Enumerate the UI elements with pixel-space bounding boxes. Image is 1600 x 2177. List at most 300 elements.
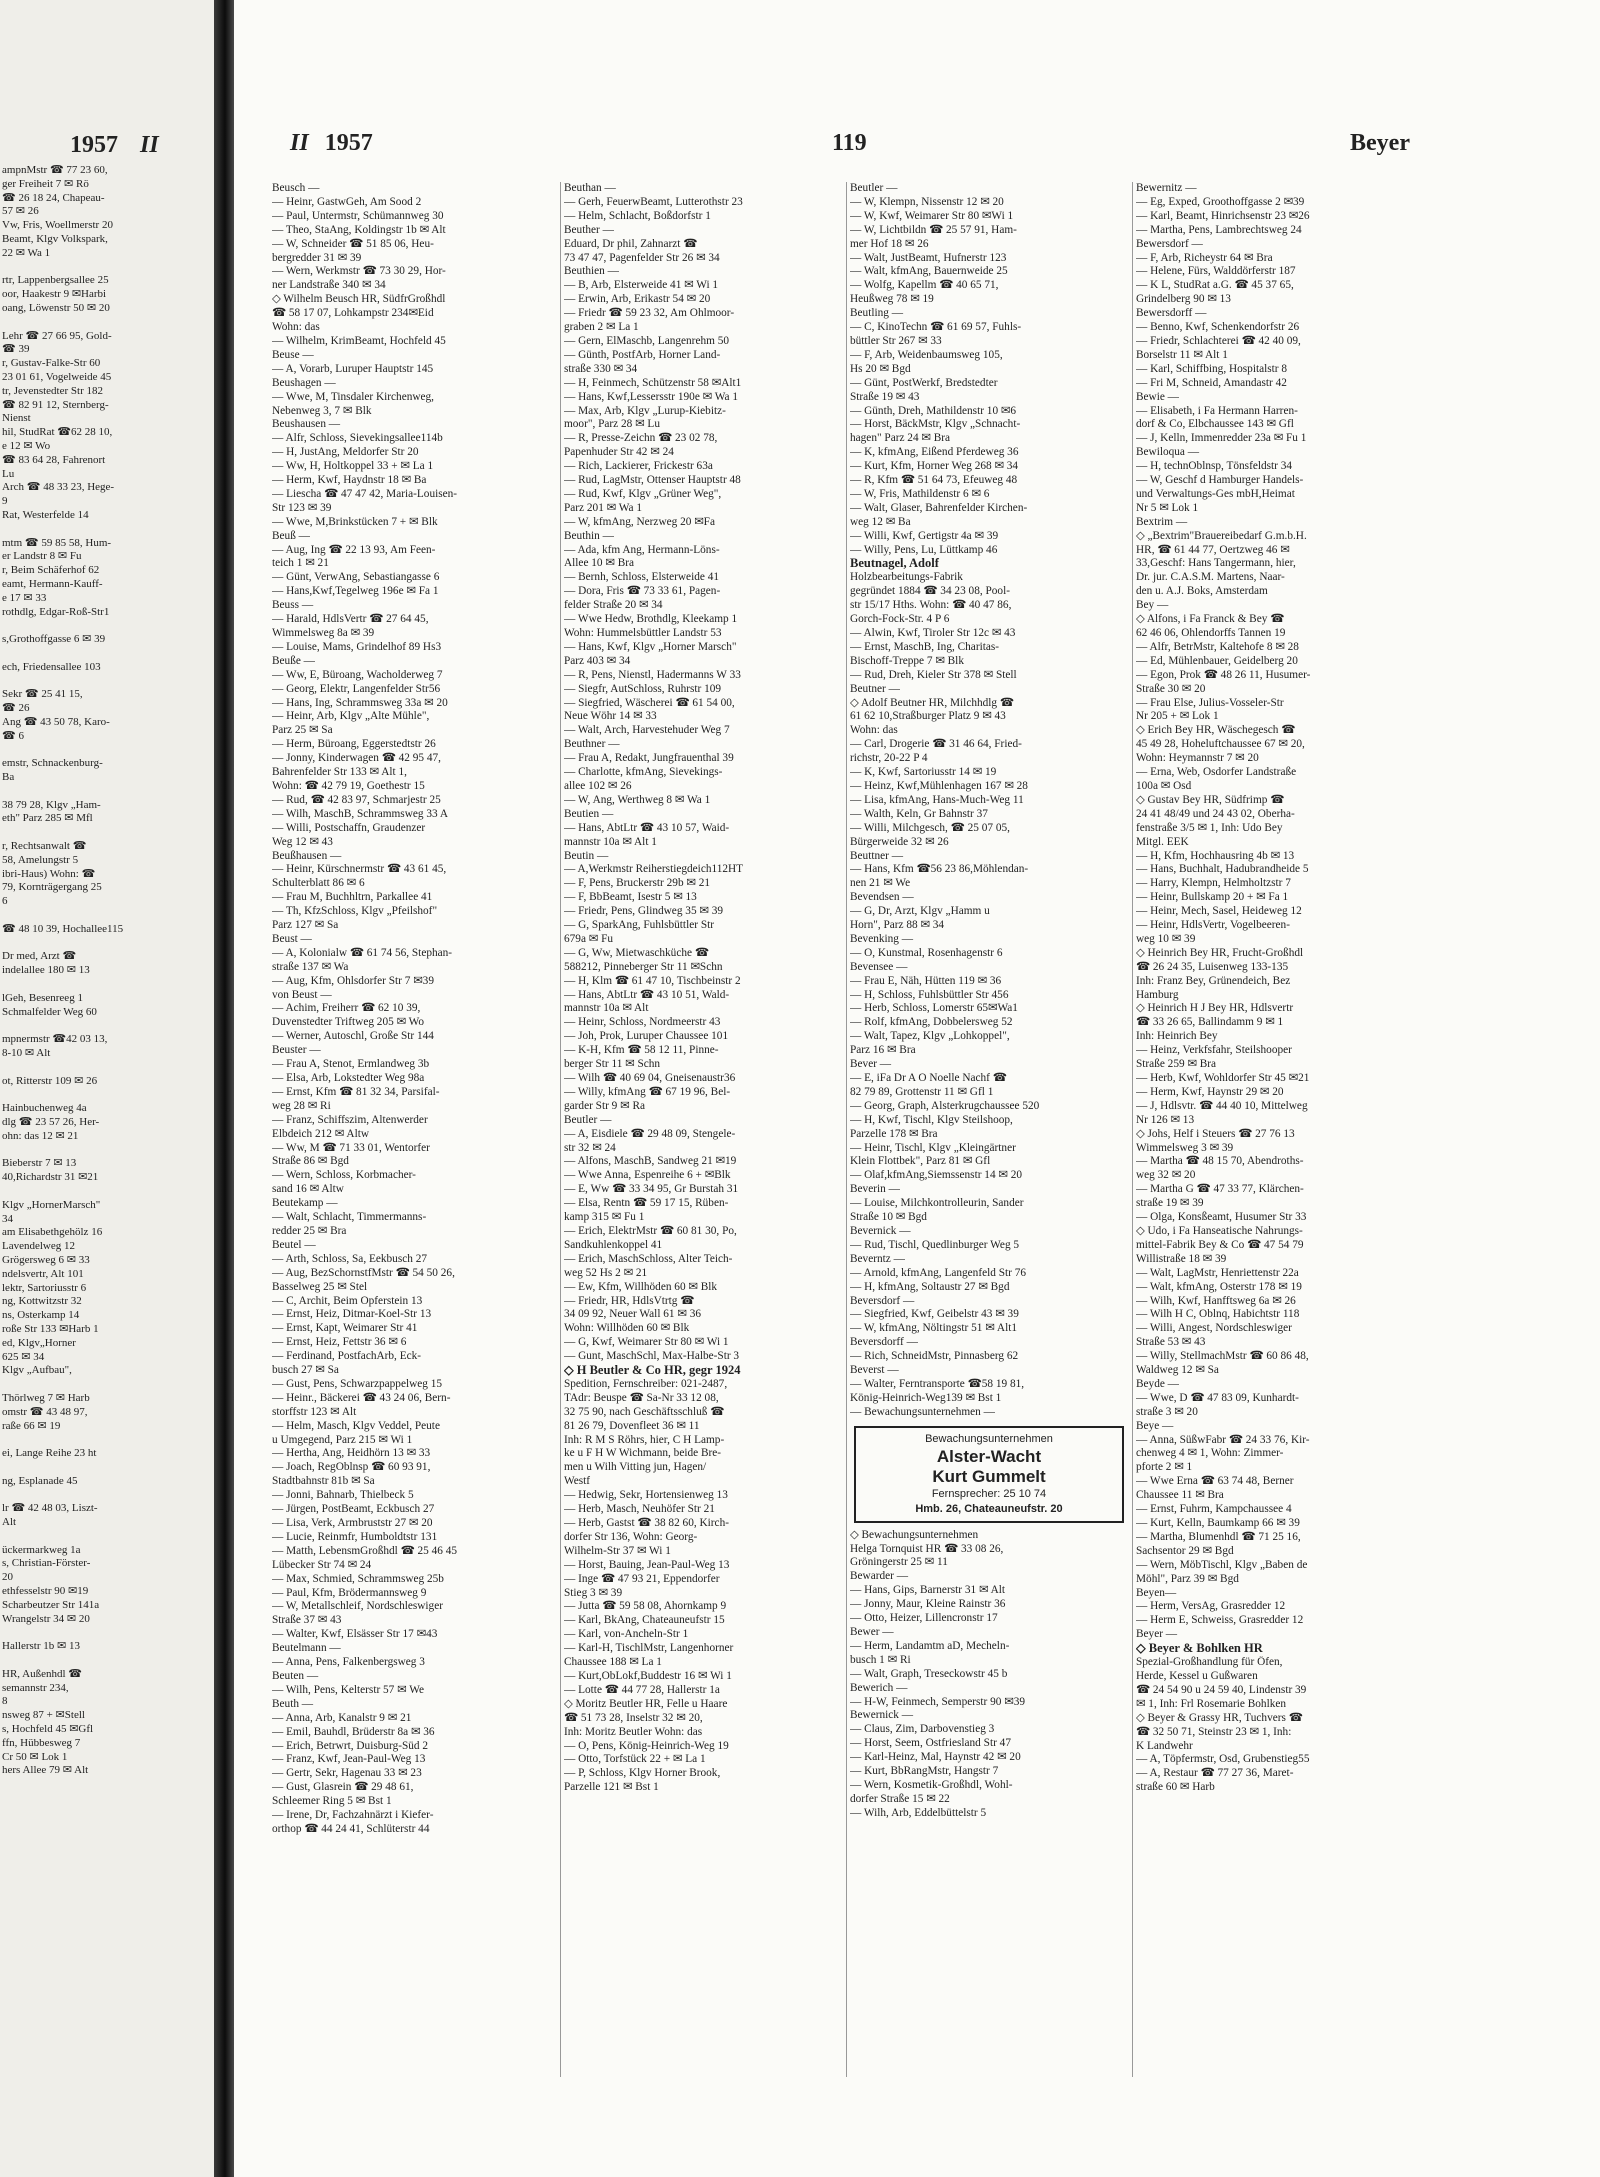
directory-entry: — Heinr, Kürschnermstr ☎ 43 61 45, — [272, 863, 447, 876]
surname-heading: Beutner — — [850, 682, 900, 695]
right-page — [234, 0, 1600, 2177]
directory-line: ech, Friedensallee 103 — [2, 660, 101, 673]
left-running-head — [70, 132, 159, 159]
directory-line: 57 ✉ 26 — [2, 205, 39, 218]
directory-line: 38 79 28, Klgv „Ham- — [2, 798, 101, 811]
directory-entry: — Hans, Kwf,Lessersstr 190e ✉ Wa 1 — [564, 390, 739, 403]
directory-line: s, Christian-Förster- — [2, 1557, 91, 1570]
directory-entry: — Georg, Graph, Alsterkrugchaussee 520 — [850, 1099, 1040, 1112]
directory-entry: Dr. jur. C.A.S.M. Martens, Naar- — [1136, 571, 1285, 584]
directory-line: roße Str 133 ✉Harb 1 — [2, 1322, 99, 1335]
directory-entry: — Egon, Prok ☎ 48 26 11, Husumer- — [1136, 668, 1311, 681]
directory-entry: — Rud, Tischl, Quedlinburger Weg 5 — [850, 1238, 1020, 1251]
directory-entry: — Martha ☎ 48 15 70, Abendroths- — [1136, 1155, 1304, 1168]
directory-entry: — Olaf,kfmAng,Siemssenstr 14 ✉ 20 — [850, 1169, 1023, 1182]
directory-line: Beamt, Klgv Volkspark, — [2, 232, 108, 245]
directory-line: tr, Jevenstedter Str 182 — [2, 384, 103, 397]
directory-entry: — G, Dr, Arzt, Klgv „Hamm u — [850, 905, 990, 918]
directory-line — [2, 978, 210, 992]
directory-entry: — Ernst, Fuhrm, Kampchaussee 4 — [1136, 1503, 1292, 1516]
directory-line: r, Gustav-Falke-Str 60 — [2, 357, 101, 370]
directory-entry: — Harry, Klempn, Helmholtzstr 7 — [1136, 877, 1291, 890]
directory-entry: — Rud, LagMstr, Ottenser Hauptstr 48 — [564, 474, 741, 487]
directory-line: ampnMstr ☎ 77 23 60, — [2, 164, 108, 176]
directory-entry: Wilhelm-Str 37 ✉ Wi 1 — [564, 1544, 671, 1557]
directory-line — [2, 785, 210, 799]
surname-heading: Beust — — [272, 932, 312, 945]
directory-entry: — Kurt, BbRangMstr, Hangstr 7 — [850, 1765, 999, 1778]
directory-entry: — Herm, Büroang, Eggerstedtstr 26 — [272, 738, 436, 751]
directory-entry: K Landwehr — [1136, 1739, 1193, 1752]
directory-entry: — Erich, ElektrMstr ☎ 60 81 30, Po, — [564, 1224, 737, 1237]
directory-entry: — Walt, kfmAng, Bauernweide 25 — [850, 265, 1008, 278]
directory-entry: straße 19 ✉ 39 — [1136, 1197, 1204, 1210]
directory-entry: berger Str 11 ✉ Schn — [564, 1058, 661, 1071]
surname-heading: Beverst — — [850, 1364, 899, 1377]
directory-entry: — Jonny, Kinderwagen ☎ 42 95 47, — [272, 752, 441, 765]
directory-entry: — Hans, Gips, Barnerstr 31 ✉ Alt — [850, 1584, 1006, 1597]
ad-name-line2: Kurt Gummelt — [932, 1466, 1046, 1486]
directory-entry: 61 62 10,Straßburger Platz 9 ✉ 43 — [850, 710, 1006, 723]
directory-entry: — Hans,Kwf,Tegelweg 196e ✉ Fa 1 — [272, 585, 439, 598]
directory-line: ndelsvertr, Alt 101 — [2, 1267, 84, 1280]
directory-entry: — W, kfmAng, Nöltingstr 51 ✉ Alt1 — [850, 1322, 1018, 1335]
directory-entry: — F, Arb, Richeystr 64 ✉ Bra — [1136, 251, 1273, 264]
directory-entry: — Willy, kfmAng ☎ 67 19 96, Bel- — [564, 1085, 731, 1098]
directory-entry: — Ernst, Kfm ☎ 81 32 34, Parsifal- — [272, 1085, 440, 1098]
directory-entry: — Friedr, Pens, Glindweg 35 ✉ 39 — [564, 905, 724, 918]
directory-entry: — Arnold, kfmAng, Langenfeld Str 76 — [850, 1266, 1027, 1279]
directory-line: mtm ☎ 59 85 58, Hum- — [2, 536, 112, 549]
directory-entry: — Louise, Mams, Grindelhof 89 Hs3 — [272, 640, 442, 653]
directory-entry: — Horst, BäckMstr, Klgv „Schnacht- — [850, 418, 1021, 431]
directory-entry: — Herm E, Schweiss, Grasredder 12 — [1136, 1614, 1304, 1627]
directory-entry: — Rolf, kfmAng, Dobbelersweg 52 — [850, 1016, 1013, 1029]
directory-entry: — Hans, Buchhalt, Hadubrandheide 5 — [1136, 863, 1309, 876]
directory-entry: — Heinz, Verkfsfahr, Steilshooper — [1136, 1044, 1292, 1057]
directory-line: 58, Amelungstr 5 — [2, 853, 79, 866]
directory-entry: — Anna, Arb, Kanalstr 9 ✉ 21 — [272, 1711, 412, 1724]
directory-entry: — Günt, VerwAng, Sebastiangasse 6 — [272, 571, 440, 584]
directory-entry: ◇ Erich Bey HR, Wäschegesch ☎ — [1136, 724, 1296, 737]
directory-entry: Gorch-Fock-Str. 4 P 6 — [850, 613, 950, 626]
surname-heading: Beutling — — [850, 307, 904, 320]
directory-entry: — Erich, Betrwrt, Duisburg-Süd 2 — [272, 1739, 429, 1752]
directory-entry: Parz 403 ✉ 34 — [564, 654, 631, 667]
directory-entry: Lübecker Str 74 ✉ 24 — [272, 1558, 372, 1571]
directory-entry: pforte 2 ✉ 1 — [1136, 1461, 1193, 1474]
directory-line: Vw, Fris, Woellmerstr 20 — [2, 219, 113, 232]
directory-entry: — Dora, Fris ☎ 73 33 61, Pagen- — [564, 585, 721, 598]
directory-entry: — Louise, Milchkontrolleurin, Sander — [850, 1197, 1024, 1210]
directory-entry: storffstr 123 ✉ Alt — [272, 1405, 357, 1418]
directory-entry: busch 1 ✉ Ri — [850, 1653, 911, 1666]
directory-entry: — Hertha, Ang, Heidhörn 13 ✉ 33 — [272, 1447, 431, 1460]
directory-entry: — W, Schneider ☎ 51 85 06, Heu- — [272, 237, 434, 250]
surname-heading: Beversdorf — — [850, 1294, 915, 1307]
left-year: 1957 — [70, 132, 118, 158]
directory-entry: — W, kfmAng, Nerzweg 20 ✉Fa — [564, 515, 715, 528]
directory-entry: — Heinz, Kwf,Mühlenhagen 167 ✉ 28 — [850, 779, 1028, 792]
directory-line: 20 — [2, 1571, 13, 1584]
directory-entry: — Heinr, Tischl, Klgv „Kleingärtner — [850, 1141, 1016, 1154]
directory-entry: 100a ✉ Osd — [1136, 779, 1192, 792]
directory-entry: Klein Flottbek", Parz 81 ✉ Gfl — [850, 1155, 991, 1168]
surname-heading: Beuster — — [272, 1044, 321, 1057]
directory-entry: Schulterblatt 86 ✉ 6 — [272, 877, 365, 890]
directory-entry: — F, BbBeamt, Isestr 5 ✉ 13 — [564, 891, 697, 904]
directory-entry: — H, JustAng, Meldorfer Str 20 — [272, 446, 419, 459]
directory-line: s,Grothoffgasse 6 ✉ 39 — [2, 633, 106, 646]
directory-entry: Parzelle 121 ✉ Bst 1 — [564, 1781, 659, 1794]
directory-entry: dorfer Str 136, Wohn: Georg- — [564, 1530, 698, 1543]
surname-heading: Bewernitz — — [1136, 182, 1197, 194]
directory-entry: ☎ 58 17 07, Lohkampstr 234✉Eid — [272, 307, 434, 320]
directory-entry: büttler Str 267 ✉ 33 — [850, 334, 942, 347]
directory-entry: — Karl, BkAng, Chateauneufstr 15 — [564, 1614, 725, 1627]
column-rule — [560, 182, 561, 2077]
directory-entry: — Franz, Schiffszim, Altenwerder — [272, 1113, 428, 1126]
directory-entry: — Eg, Exped, Groothoffgasse 2 ✉39 — [1136, 195, 1305, 208]
directory-line — [2, 261, 210, 275]
directory-entry: straße 137 ✉ Wa — [272, 960, 349, 973]
directory-line: eamt, Hermann-Kauff- — [2, 577, 103, 590]
directory-entry: — Liescha ☎ 47 47 42, Maria-Louisen- — [272, 487, 458, 500]
directory-entry: straße 3 ✉ 20 — [1136, 1405, 1198, 1418]
directory-entry: — Lisa, kfmAng, Hans-Much-Weg 11 — [850, 793, 1024, 806]
directory-entry: 33,Geschf: Hans Tangermann, hier, — [1136, 557, 1296, 570]
directory-entry: Straße 53 ✉ 43 — [1136, 1336, 1206, 1349]
directory-line: lGeh, Besenreeg 1 — [2, 991, 83, 1004]
directory-entry: — Gern, ElMaschb, Langenrehm 50 — [564, 334, 730, 347]
directory-entry: — Walt, Graph, Treseckowstr 45 b — [850, 1667, 1008, 1680]
directory-entry: — Wwe, M,Brinkstücken 7 + ✉ Blk — [272, 515, 438, 528]
directory-line — [2, 619, 210, 633]
directory-entry: — Claus, Zim, Darbovenstieg 3 — [850, 1723, 995, 1736]
directory-entry: Schleemer Ring 5 ✉ Bst 1 — [272, 1795, 392, 1808]
directory-entry: — Horst, Bauing, Jean-Paul-Weg 13 — [564, 1558, 730, 1571]
directory-entry: ☎ 51 73 28, Inselstr 32 ✉ 20, — [564, 1711, 703, 1724]
directory-entry: — Heinr, Bullskamp 20 + ✉ Fa 1 — [1136, 891, 1289, 904]
directory-line: ed, Klgv„Horner — [2, 1336, 76, 1349]
directory-entry: ◇ Udo, i Fa Hanseatische Nahrungs- — [1136, 1224, 1303, 1237]
directory-entry: — H, Klm ☎ 61 47 10, Tischbeinstr 2 — [564, 974, 741, 987]
directory-entry: ☎ 33 26 65, Ballindamm 9 ✉ 1 — [1136, 1016, 1284, 1029]
surname-heading: Beverin — — [850, 1183, 900, 1196]
directory-line: ns, Osterkamp 14 — [2, 1309, 80, 1322]
surname-heading: Beuthan — — [564, 182, 616, 194]
directory-entry: — Paul, Untermstr, Schümannweg 30 — [272, 209, 444, 222]
directory-line: ng, Esplanade 45 — [2, 1474, 78, 1487]
directory-entry: — Karl, Schiffbing, Hospitalstr 8 — [1136, 362, 1288, 375]
directory-entry: — Carl, Drogerie ☎ 31 46 64, Fried- — [850, 738, 1022, 751]
directory-entry: Parz 16 ✉ Bra — [850, 1044, 916, 1057]
directory-entry: Herde, Kessel u Gußwaren — [1136, 1669, 1258, 1682]
directory-line: indelallee 180 ✉ 13 — [2, 964, 90, 977]
directory-entry: weg 10 ✉ 39 — [1136, 932, 1196, 945]
directory-entry: — Wilh ☎ 40 69 04, Gneisenaustr36 — [564, 1072, 736, 1084]
directory-entry: — Helm, Schlacht, Boßdorfstr 1 — [564, 209, 711, 222]
directory-entry: — A, Restaur ☎ 77 27 36, Maret- — [1136, 1767, 1294, 1780]
directory-entry: — Bewachungsunternehmen — — [850, 1405, 995, 1418]
directory-entry: ✉ 1, Inh: Frl Rosemarie Bohlken — [1136, 1697, 1287, 1710]
directory-entry: richstr, 20-22 P 4 — [850, 752, 928, 765]
directory-entry: — C, KinoTechn ☎ 61 69 57, Fuhls- — [850, 321, 1022, 334]
directory-entry: 73 47 47, Pagenfelder Str 26 ✉ 34 — [564, 251, 720, 264]
directory-entry: — Ww, E, Büroang, Wacholderweg 7 — [272, 668, 443, 681]
directory-entry: Inh: R M S Röhrs, hier, C H Lamp- — [564, 1433, 725, 1446]
directory-entry: den u. A.J. Boks, Amsterdam — [1136, 585, 1268, 598]
directory-line: emstr, Schnackenburg- — [2, 757, 103, 770]
directory-entry: Wimmelsweg 8a ✉ 39 — [272, 627, 375, 639]
directory-line: ohn: das 12 ✉ 21 — [2, 1129, 79, 1142]
directory-entry: — Emil, Bauhdl, Brüderstr 8a ✉ 36 — [272, 1725, 435, 1738]
directory-entry: — Herb, Gastst ☎ 38 82 60, Kirch- — [564, 1517, 729, 1529]
directory-entry: — Irene, Dr, Fachzahnärzt i Kiefer- — [272, 1809, 434, 1822]
directory-entry: — Joach, RegOblnsp ☎ 60 93 91, — [272, 1461, 431, 1474]
directory-entry: — Heinr., Bäckerei ☎ 43 24 06, Bern- — [272, 1391, 451, 1404]
directory-entry: — Frau Else, Julius-Vosseler-Str — [1136, 696, 1284, 709]
directory-line: oang, Löwenstr 50 ✉ 20 — [2, 301, 110, 314]
surname-heading: Beuten — — [272, 1669, 319, 1682]
directory-entry: — Martha, Blumenhdl ☎ 71 25 16, — [1136, 1530, 1301, 1543]
page-number: 119 — [832, 130, 867, 156]
surname-heading: Beuther — — [564, 223, 614, 236]
surname-heading: Beusch — — [272, 182, 320, 194]
surname-heading: Bevenking — — [850, 932, 914, 945]
directory-entry: — H-W, Feinmech, Semperstr 90 ✉39 — [850, 1695, 1026, 1708]
directory-line: eth" Parz 285 ✉ Mfl — [2, 812, 93, 825]
directory-entry: ◇ Adolf Beutner HR, Milchhdlg ☎ — [850, 696, 1014, 709]
directory-entry: — Herm, Landamtm aD, Mecheln- — [850, 1639, 1010, 1652]
directory-entry: u Umgegend, Parz 215 ✉ Wi 1 — [272, 1433, 413, 1446]
directory-entry: — W, Lichtbildn ☎ 25 57 91, Ham- — [850, 223, 1017, 236]
surname-heading: Beyer — — [1136, 1628, 1178, 1641]
directory-entry: — R, Presse-Zeichn ☎ 23 02 78, — [564, 432, 718, 445]
directory-line: Ba — [2, 771, 15, 784]
directory-entry: — Otto, Heizer, Lillencronstr 17 — [850, 1612, 998, 1625]
directory-entry: Waldweg 12 ✉ Sa — [1136, 1364, 1219, 1377]
directory-line: dlg ☎ 23 57 26, Her- — [2, 1115, 100, 1128]
directory-line: ffn, Hübbesweg 7 — [2, 1736, 81, 1749]
directory-line: am Elisabethgehölz 16 — [2, 1226, 103, 1239]
surname-heading: Beuttner — — [850, 849, 904, 862]
directory-line — [2, 1088, 210, 1102]
directory-line: mpnermstr ☎42 03 13, — [2, 1033, 108, 1046]
directory-entry: — Aug, Ing ☎ 22 13 93, Am Feen- — [272, 543, 436, 556]
directory-entry: Nr 5 ✉ Lok 1 — [1136, 501, 1199, 514]
directory-entry: — Alfons, MaschB, Sandweg 21 ✉19 — [564, 1155, 737, 1168]
directory-entry: — Ada, kfm Ang, Hermann-Löns- — [564, 543, 720, 556]
running-head-name: Beyer — [1350, 130, 1410, 156]
left-page-column — [2, 164, 210, 1778]
directory-entry: Stieg 3 ✉ 39 — [564, 1586, 623, 1599]
directory-entry: Grindelberg 90 ✉ 13 — [1136, 293, 1231, 306]
directory-entry: — Friedr, HR, HdlsVtrtg ☎ — [564, 1294, 695, 1307]
directory-entry: ner Landstraße 340 ✉ 34 — [272, 279, 386, 292]
directory-entry: — Kurt,ObLokf,Buddestr 16 ✉ Wi 1 — [564, 1669, 732, 1682]
directory-entry: Nebenweg 3, 7 ✉ Blk — [272, 404, 372, 417]
directory-entry: ◇ Bewachungsunternehmen — [850, 1528, 979, 1541]
directory-line: 40,Richardstr 31 ✉21 — [2, 1171, 99, 1184]
directory-line — [2, 674, 210, 688]
directory-entry: — Walth, Keln, Gr Bahnstr 37 — [850, 807, 988, 820]
directory-entry: HR, ☎ 61 44 77, Oertzweg 46 ✉ — [1136, 543, 1290, 556]
directory-entry: Spedition, Fernschreiber: 021-2487, — [564, 1377, 728, 1390]
directory-entry: ◇ Wilhelm Beusch HR, SüdfrGroßhdl — [272, 293, 446, 306]
ad-name-line1: Alster-Wacht — [936, 1446, 1042, 1466]
directory-entry: Horn", Parz 88 ✉ 34 — [850, 919, 945, 932]
directory-entry: — Hedwig, Sekr, Hortensienweg 13 — [564, 1489, 728, 1502]
surname-heading: von Beust — — [272, 988, 332, 1001]
directory-entry: — Wilh, Kwf, Hanfftsweg 6a ✉ 26 — [1136, 1294, 1296, 1307]
directory-line: er Landstr 8 ✉ Fu — [2, 550, 82, 563]
directory-line: lr ☎ 42 48 03, Liszt- — [2, 1502, 98, 1515]
directory-entry: — Friedr, Schlachterei ☎ 42 40 09, — [1136, 334, 1301, 347]
directory-entry: hagen" Parz 24 ✉ Bra — [850, 432, 951, 445]
directory-entry: — Günt, PostWerkf, Bredstedter — [850, 376, 998, 389]
directory-entry: — Rud, Dreh, Kieler Str 378 ✉ Stell — [850, 668, 1017, 681]
directory-entry: — Walt, Glaser, Bahrenfelder Kirchen- — [850, 501, 1028, 514]
directory-entry: TAdr: Beuspe ☎ Sa-Nr 33 12 08, — [564, 1391, 719, 1404]
directory-entry: mannstr 10a ✉ Alt 1 — [564, 835, 657, 848]
directory-entry: Hamburg — [1136, 988, 1179, 1001]
surname-heading: Bever — — [850, 1058, 892, 1071]
directory-entry: ☎ 26 24 35, Luisenweg 133-135 — [1136, 960, 1289, 973]
directory-entry: — Ernst, Heiz, Fettstr 36 ✉ 6 — [272, 1336, 407, 1349]
surname-heading: Beversdorff — — [850, 1336, 918, 1349]
directory-line: ückermarkweg 1a — [2, 1543, 81, 1556]
directory-entry: Parz 127 ✉ Sa — [272, 919, 339, 932]
directory-entry: Spezial-Großhandlung für Öfen, — [1136, 1656, 1283, 1669]
directory-entry: ◇ Heinrich Bey HR, Frucht-Großhdl — [1136, 946, 1304, 959]
book-gutter — [214, 0, 234, 2177]
directory-entry: straße 330 ✉ 34 — [564, 362, 638, 375]
directory-entry: — Karl-Heinz, Mal, Haynstr 42 ✉ 20 — [850, 1751, 1021, 1764]
directory-entry: Eduard, Dr phil, Zahnarzt ☎ — [564, 237, 698, 250]
directory-entry: — H, Feinmech, Schützenstr 58 ✉Alt1 — [564, 376, 742, 389]
directory-entry: — Benno, Kwf, Schenkendorfstr 26 — [1136, 321, 1300, 334]
surname-heading: Bevensee — — [850, 960, 908, 973]
directory-entry: — Frau A, Redakt, Jungfrauenthal 39 — [564, 752, 734, 765]
directory-entry: Neue Wöhr 14 ✉ 33 — [564, 710, 657, 723]
directory-line: 8 — [2, 1695, 8, 1708]
directory-entry: ◇ Beyer & Bohlken HR — [1136, 1642, 1263, 1656]
ad-phone: Fernsprecher: 25 10 74 — [931, 1487, 1047, 1500]
directory-entry: — Wern, Schloss, Korbmacher- — [272, 1169, 416, 1182]
directory-entry: 679a ✉ Fu — [564, 932, 614, 945]
directory-entry: — Karl, Beamt, Hinrichsenstr 23 ✉26 — [1136, 209, 1310, 222]
directory-entry: — Olga, Konsßeamt, Husumer Str 33 — [1136, 1211, 1307, 1224]
directory-entry: redder 25 ✉ Bra — [272, 1224, 347, 1237]
directory-entry: — Ww, M ☎ 71 33 01, Wentorfer — [272, 1141, 430, 1154]
directory-entry: — Frau A, Stenot, Ermlandweg 3b — [272, 1058, 430, 1071]
directory-entry: ◇ Johs, Helf i Steuers ☎ 27 76 13 — [1136, 1127, 1295, 1140]
directory-entry: — Arth, Schloss, Sa, Eekbusch 27 — [272, 1252, 428, 1265]
directory-entry: Wohn: das — [272, 321, 320, 334]
surname-heading: Bewersdorff — — [1136, 307, 1207, 320]
directory-entry: — Ww, H, Holtkoppel 33 + ✉ La 1 — [272, 460, 434, 473]
surname-heading: Beushagen — — [272, 376, 336, 389]
directory-entry: ◇ Beyer & Grassy HR, Tuchvers ☎ — [1136, 1711, 1303, 1724]
directory-entry: — Walt, kfmAng, Osterstr 178 ✉ 19 — [1136, 1280, 1302, 1293]
surname-heading: Beye — — [1136, 1419, 1174, 1432]
directory-entry: Chaussee 188 ✉ La 1 — [564, 1656, 662, 1669]
directory-entry: Möhl", Parz 39 ✉ Bgd — [1136, 1572, 1239, 1585]
directory-entry: — H, Kfm, Hochhausring 4b ✉ 13 — [1136, 849, 1295, 862]
directory-line: Lavendelweg 12 — [2, 1240, 75, 1253]
directory-entry: — Matth, LebensmGroßhdl ☎ 25 46 45 — [272, 1544, 458, 1557]
left-page — [0, 0, 214, 2177]
directory-entry: — Willy, Pens, Lu, Lüttkamp 46 — [850, 543, 998, 556]
directory-entry: — Günth, Dreh, Mathildenstr 10 ✉6 — [850, 404, 1017, 417]
directory-entry: — P, Schloss, Klgv Horner Brook, — [564, 1767, 721, 1780]
directory-entry: — Aug, Kfm, Ohlsdorfer Str 7 ✉39 — [272, 974, 434, 987]
directory-entry: dorfer Straße 15 ✉ 22 — [850, 1792, 950, 1805]
directory-entry: ◇ „Bextrim"Brauereibedarf G.m.b.H. — [1136, 529, 1307, 542]
directory-line: Wrangelstr 34 ✉ 20 — [2, 1612, 90, 1625]
directory-entry: — F, Arb, Weidenbaumsweg 105, — [850, 348, 1003, 361]
surname-heading: Beutel — — [272, 1238, 316, 1251]
directory-entry: — Hans, Kfm ☎56 23 86,Möhlendan- — [850, 863, 1029, 876]
directory-entry: — E, iFa Dr A O Noelle Nachf ☎ — [850, 1072, 1007, 1084]
directory-entry: — Fri M, Schneid, Amandastr 42 — [1136, 376, 1287, 389]
directory-entry: — F, Pens, Bruckerstr 29b ✉ 21 — [564, 877, 710, 890]
directory-entry: Duvenstedter Triftweg 205 ✉ Wo — [272, 1016, 425, 1029]
directory-line: ibri-Haus) Wohn: ☎ — [2, 867, 96, 880]
directory-entry: — R, Pens, Nienstl, Hadermanns W 33 — [564, 668, 741, 681]
directory-entry: 34 09 92, Neuer Wall 61 ✉ 36 — [564, 1308, 701, 1321]
directory-entry: — K, Kwf, Sartoriusstr 14 ✉ 19 — [850, 766, 997, 779]
directory-entry: — Charlotte, kfmAng, Sievekings- — [564, 766, 723, 779]
directory-entry: — A, Vorarb, Luruper Hauptstr 145 — [272, 362, 434, 375]
directory-entry: Willistraße 18 ✉ 39 — [1136, 1252, 1227, 1265]
directory-line: Alt — [2, 1516, 17, 1529]
directory-entry: — Werner, Autoschl, Große Str 144 — [272, 1030, 434, 1043]
directory-entry: Weg 12 ✉ 43 — [272, 835, 333, 848]
directory-entry: ☎ 32 50 71, Steinstr 23 ✉ 1, Inh: — [1136, 1725, 1292, 1738]
directory-entry: orthop ☎ 44 24 41, Schlüterstr 44 — [272, 1822, 430, 1835]
directory-line: rtr, Lappenbergsallee 25 — [2, 274, 109, 287]
directory-entry: — Wilh H C, Oblnq, Habichtstr 118 — [1136, 1308, 1300, 1321]
directory-entry: und Verwaltungs-Ges mbH,Heimat — [1136, 487, 1295, 500]
directory-entry: sand 16 ✉ Altw — [272, 1183, 344, 1196]
directory-entry: — B, Arb, Elsterweide 41 ✉ Wi 1 — [564, 279, 719, 292]
directory-entry: — Wwe Hedw, Brothdlg, Kleekamp 1 — [564, 613, 738, 626]
directory-line — [2, 1433, 210, 1447]
directory-entry: — Joh, Prok, Luruper Chaussee 101 — [564, 1030, 729, 1043]
directory-line: 22 ✉ Wa 1 — [2, 246, 51, 259]
directory-entry: — Herm, Kwf, Haydnstr 18 ✉ Ba — [272, 474, 427, 487]
directory-entry: Wohn: Willhöden 60 ✉ Blk — [564, 1322, 690, 1335]
directory-entry: — Herb, Masch, Neuhöfer Str 21 — [564, 1503, 715, 1516]
directory-entry: str 32 ✉ 24 — [564, 1141, 616, 1154]
directory-entry: König-Heinrich-Weg139 ✉ Bst 1 — [850, 1391, 1002, 1404]
directory-entry: — Gust, Glasrein ☎ 29 48 61, — [272, 1781, 414, 1794]
directory-entry: — Ernst, MaschB, Ing, Charitas- — [850, 640, 1000, 653]
directory-entry: — C, Archit, Beim Opferstein 13 — [272, 1294, 423, 1307]
surname-heading: Beutien — — [564, 807, 614, 820]
directory-line: e 17 ✉ 33 — [2, 591, 47, 604]
directory-entry: — Wilhelm, KrimBeamt, Hochfeld 45 — [272, 334, 446, 347]
directory-entry: Sandkuhlenkoppel 41 — [564, 1238, 663, 1251]
surname-heading: Bewarder — — [850, 1570, 909, 1583]
directory-line: ☎ 39 — [2, 343, 30, 356]
directory-entry: — A,Werkmstr Reiherstiegdeich112HT — [564, 863, 744, 876]
directory-entry: — Horst, Seem, Ostfriesland Str 47 — [850, 1737, 1011, 1750]
directory-line: ☎ 26 18 24, Chapeau- — [2, 191, 105, 204]
directory-entry: Wohn: Hummelsbüttler Landstr 53 — [564, 627, 722, 639]
